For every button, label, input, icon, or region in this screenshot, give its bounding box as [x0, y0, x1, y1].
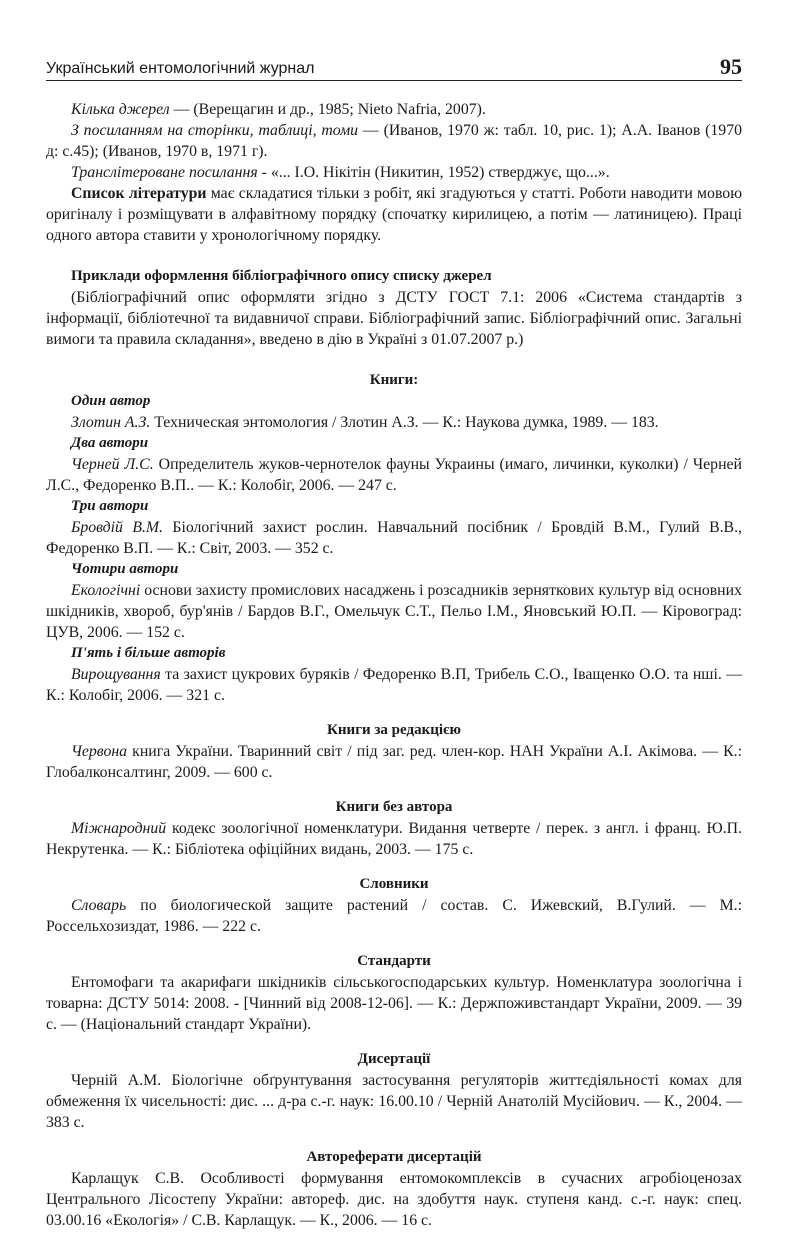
subheading-two-authors: Два автори: [71, 435, 149, 451]
reference-entry: Черній А.М. Біологічне обґрунтування застосування регуляторів життєдіяльності комах для обмеження їх чисельності: дис. ... д-ра с.-г. наук: 16.00.10 / Черній Анатолій Мусійович. — К., 2004. — 383 с.: [46, 1072, 742, 1131]
subheading-four-authors: Чотири автори: [71, 561, 179, 577]
page-number: 95: [720, 54, 742, 79]
reference-entry: Ентомофаги та акарифаги шкідників сільськогосподарських культур. Номенклатура зоологічна і товарна: ДСТУ 5014: 2008. - [Чинний від 2008-12-06]. — К.: Держпоживстандарт України, 2009. — 39 с. — (Національний стандарт України).: [46, 974, 742, 1033]
subheading-one-author: Один автор: [71, 393, 151, 409]
citation-rule-multiple: Кілька джерел — (Верещагин и др., 1985; Nieto Nafria, 2007).: [71, 101, 486, 118]
reference-entry: Міжнародний кодекс зоологічної номенклатури. Видання четверте / перек. з англ. і франц. Ю.П. Некрутенка. — К.: Бібліотека офіційних видань, 2003. — 175 с.: [46, 820, 742, 858]
reference-entry: Злотин А.З. Техническая энтомология / Злотин А.З. — К.: Наукова думка, 1989. — 183.: [71, 414, 659, 431]
subheading-three-authors: Три автори: [71, 498, 149, 514]
section-heading-books: Книги:: [369, 372, 419, 388]
reference-entry: Вирощування та захист цукрових буряків / Федоренко В.П, Трибель С.О., Іващенко О.О. та нші. — К.: Колобіг, 2006. — 321 с.: [46, 666, 742, 704]
examples-heading: Приклади оформлення бібліографічного опису списку джерел: [71, 268, 492, 284]
reference-entry: Червона книга України. Тваринний світ / під заг. ред. член-кор. НАН України А.І. Акімова. — К.: Глобалконсалтинг, 2009. — 600 с.: [46, 743, 742, 781]
reference-entry: Карлащук С.В. Особливості формування ентомокомплексів в сучасних агробіоценозах Центрального Лісостепу України: автореф. дис. на здобуття наук. ступеня канд. с.-г. наук: спец. 03.00.16 «Екологія» / С.В. Карлащук. — К., 2006. — 16 с.: [46, 1170, 742, 1229]
section-heading-edited-books: Книги за редакцією: [327, 722, 461, 738]
subheading-five-authors: П'ять і більше авторів: [71, 645, 226, 661]
reference-entry: Словарь по биологической защите растений / состав. С. Ижевский, В.Гулий. — М.: Россельхозиздат, 1986. — 222 с.: [46, 897, 742, 935]
examples-note: (Бібліографічний опис оформляти згідно з ДСТУ ГОСТ 7.1: 2006 «Система стандартів з інформації, бібліотечної та видавничої справи. Бібліографічний запис. Бібліографічний опис. Загальні вимоги та правила складання», введено в дію в Україні з 01.07.2007 р.): [46, 289, 742, 348]
section-heading-dissertations: Дисертації: [357, 1051, 431, 1067]
page: [46, 56, 742, 1231]
citation-rule-transliterated: Транслітероване посилання - «... І.О. Нікітін (Никитин, 1952) стверджує, що...».: [71, 164, 610, 181]
running-header: [46, 56, 742, 81]
section-heading-standards: Стандарти: [357, 953, 431, 969]
section-heading-books-no-author: Книги без автора: [335, 799, 453, 815]
section-heading-dictionaries: Словники: [359, 876, 429, 892]
reference-entry: Черней Л.С. Определитель жуков-чернотелок фауны Украины (имаго, личинки, куколки) / Черней Л.С., Федоренко В.П.. — К.: Колобіг, 2006. — 247 с.: [46, 456, 742, 494]
reference-entry: Бровдій В.М. Біологічний захист рослин. Навчальний посібник / Бровдій В.М., Гулий В.В., Федоренко В.П. — К.: Світ, 2003. — 352 с.: [46, 519, 742, 557]
citation-rule-pages: З посиланням на сторінки, таблиці, томи — (Иванов, 1970 ж: табл. 10, рис. 1); А.А. Іванов (1970 д: с.45); (Иванов, 1970 в, 1971 г).: [46, 122, 742, 160]
reference-entry: Екологічні основи захисту промислових насаджень і розсадників зерняткових культур від основних шкідників, хвороб, бур'янів / Бардов В.Г., Омельчук С.Т., Пельо І.М., Яновський Ю.П. — Кіровоград: ЦУВ, 2006. — 152 с.: [46, 582, 742, 641]
references-rule: Список літератури має складатися тільки з робіт, які згадуються у статті. Роботи наводити мовою оригіналу і розміщувати в алфавітному порядку (спочатку кирилицею, а потім — латиницею). Праці одного автора ставити у хронологічному порядку.: [46, 185, 742, 244]
journal-title: Український ентомологічний журнал: [46, 60, 315, 77]
section-heading-abstracts: Автореферати дисертацій: [306, 1149, 482, 1165]
